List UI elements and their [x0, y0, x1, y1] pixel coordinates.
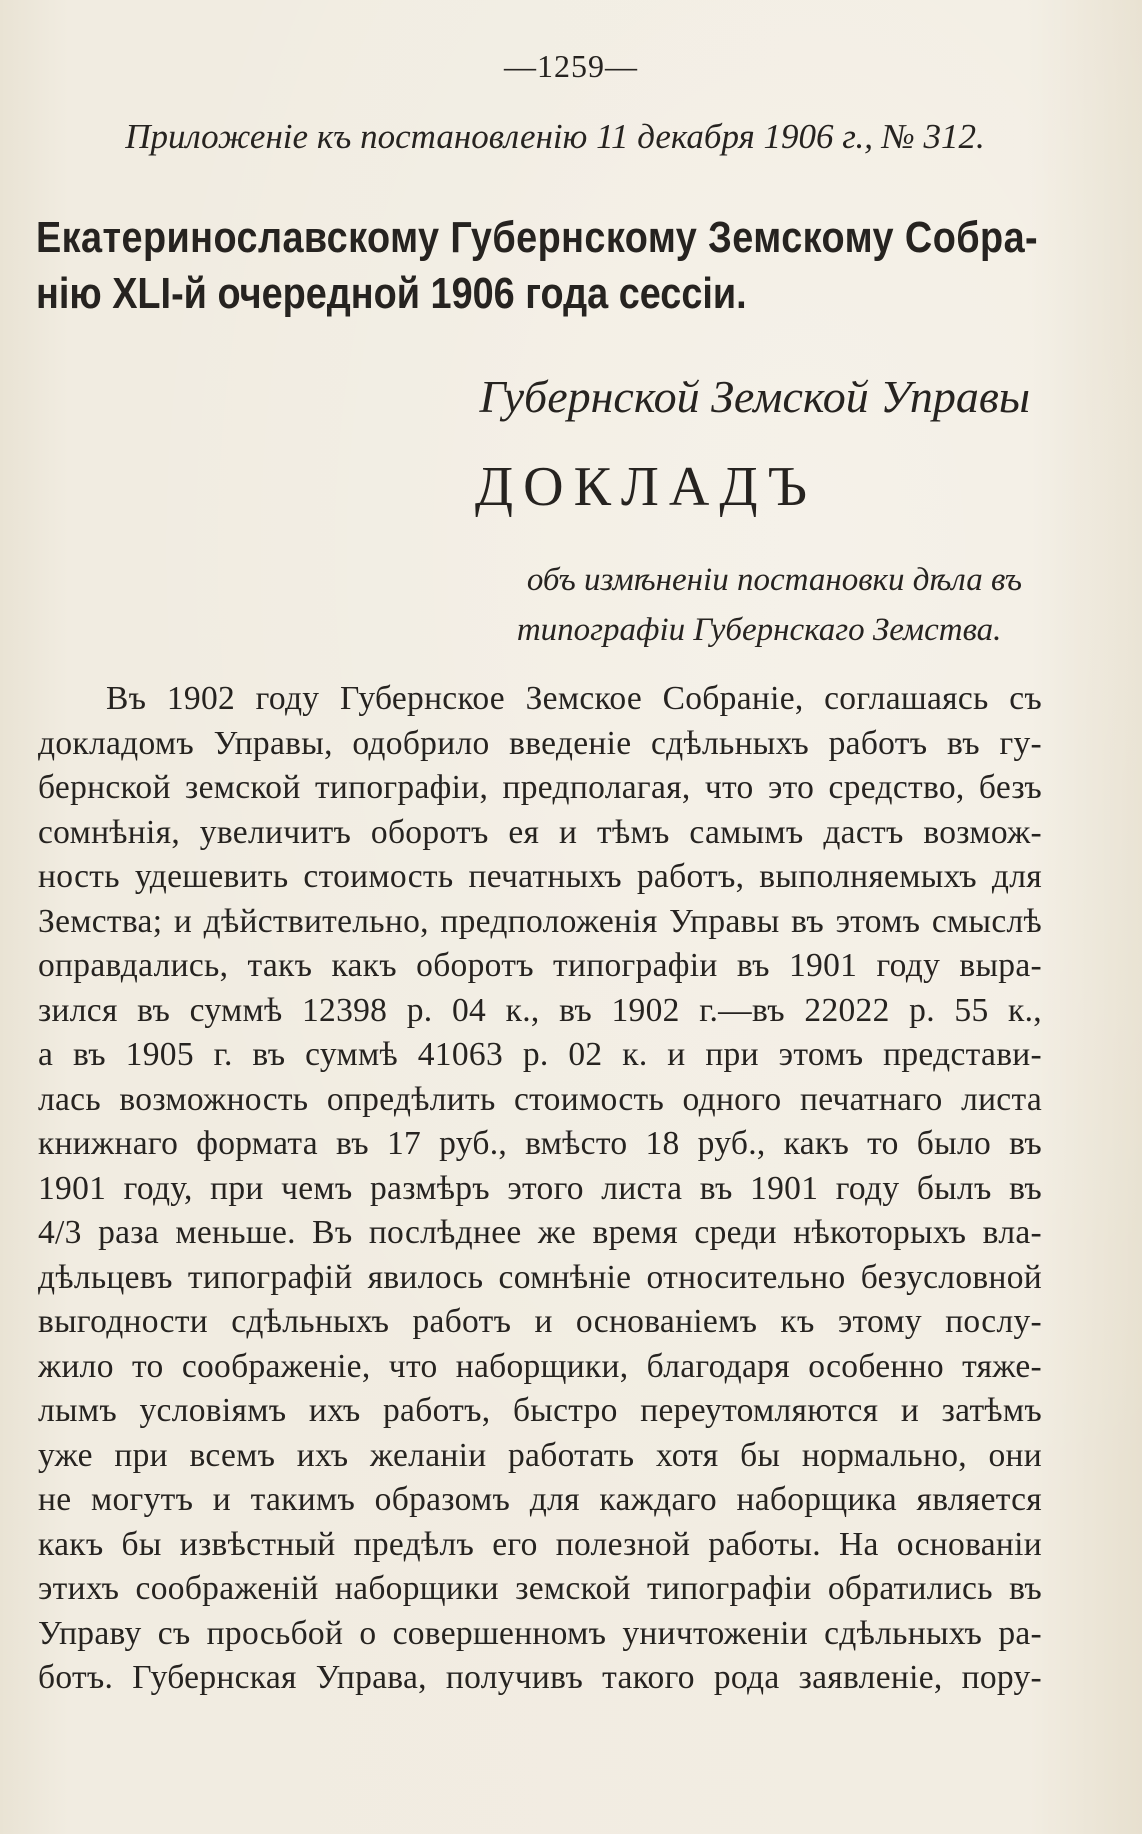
body-line: 4/3 раза меньше. Въ послѣднее же время среди нѣкоторыхъ вла-: [38, 1214, 1042, 1251]
body-line: Въ 1902 году Губернское Земское Собраніе, соглашаясь съ: [106, 680, 1042, 717]
body-line: а въ 1905 г. въ суммѣ 41063 р. 02 к. и при этомъ представи-: [38, 1036, 1042, 1073]
body-line: лымъ условіямъ ихъ работъ, быстро переутомляются и затѣмъ: [38, 1392, 1042, 1429]
body-line: сомнѣнія, увеличитъ оборотъ ея и тѣмъ самымъ дастъ возмож-: [38, 813, 1042, 851]
body-line: докладомъ Управы, одобрило введеніе сдѣльныхъ работъ въ гу-: [38, 724, 1042, 762]
body-line: 1901 году, при чемъ размѣръ этого листа въ 1901 году былъ въ: [38, 1169, 1042, 1207]
addressee-heading: [36, 210, 1039, 322]
body-line: ность удешевить стоимость печатныхъ работъ, выполняемыхъ для: [38, 858, 1042, 895]
report-subject: [516, 555, 1022, 655]
subject-line: объ измѣненіи постановки дѣла въ: [526, 562, 1022, 598]
body-line: жило то соображеніе, что наборщики, благодаря особенно тяже-: [38, 1347, 1042, 1385]
addressee-line: нію XLI-й очередной 1906 года сессіи.: [36, 269, 747, 318]
subject-line: типографіи Губернскаго Земства.: [516, 612, 1002, 648]
body-paragraph: [38, 677, 1042, 1701]
page-number: —1259—: [504, 48, 638, 84]
body-line: книжнаго формата въ 17 руб., вмѣсто 18 руб., какъ то было въ: [38, 1125, 1042, 1162]
body-line: бернской земской типографіи, предполагая, что это средство, безъ: [38, 769, 1042, 806]
body-line: выгодности сдѣльныхъ работъ и основаніемъ къ этому послу-: [38, 1303, 1042, 1340]
body-line: Управу съ просьбой о совершенномъ уничтоженіи сдѣльныхъ ра-: [38, 1614, 1042, 1652]
body-line: этихъ соображеній наборщики земской типографіи обратились въ: [38, 1570, 1042, 1607]
body-line: лась возможность опредѣлить стоимость одного печатнаго листа: [38, 1080, 1042, 1118]
body-line: не могутъ и такимъ образомъ для каждаго наборщика является: [38, 1481, 1042, 1518]
body-line: уже при всемъ ихъ желаніи работать хотя бы нормально, они: [38, 1436, 1042, 1474]
report-title: ДОКЛАДЪ: [474, 456, 818, 518]
addressee-line: Екатеринославскому Губернскому Земскому Собра-: [36, 213, 1039, 262]
body-line: дѣльцевъ типографій явилось сомнѣніе относительно безусловной: [38, 1258, 1042, 1296]
body-line: зился въ суммѣ 12398 р. 04 к., въ 1902 г.—въ 22022 р. 55 к.,: [38, 991, 1042, 1029]
body-line: оправдались, такъ какъ оборотъ типографіи въ 1901 году выра-: [38, 947, 1042, 984]
body-line: какъ бы извѣстный предѣлъ его полезной работы. На основаніи: [38, 1525, 1042, 1563]
body-line: ботъ. Губернская Управа, получивъ такого рода заявленіе, пору-: [38, 1659, 1042, 1696]
body-line: Земства; и дѣйствительно, предположенія Управы въ этомъ смыслѣ: [38, 902, 1042, 940]
appendix-reference: Приложеніе къ постановленію 11 декабря 1906 г., № 312.: [125, 117, 985, 156]
board-heading: Губернской Земской Управы: [479, 371, 1030, 422]
